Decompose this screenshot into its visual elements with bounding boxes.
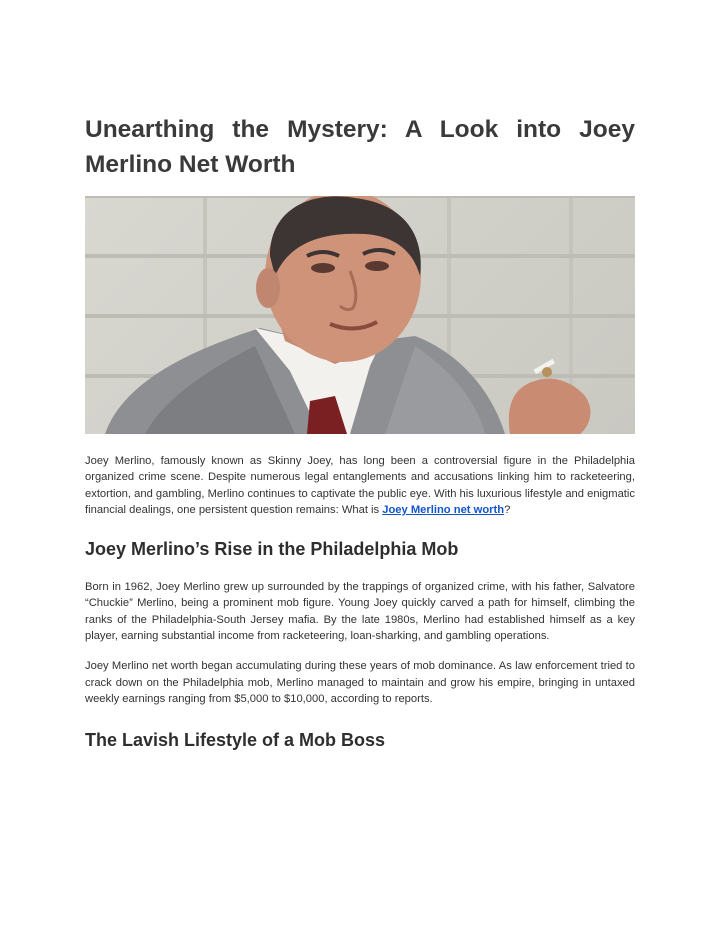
section-heading-rise: Joey Merlino’s Rise in the Philadelphia Mob [85,539,459,560]
section-heading-lifestyle: The Lavish Lifestyle of a Mob Boss [85,730,386,751]
section1-paragraph-2: Joey Merlino net worth began accumulating during these years of mob dominance. As law enforcement tried to crack down on the Philadelphia mob, Merlino managed to maintain and grow his empire, bringing in untaxed weekly earnings ranging from $5,000 to $10,000, according to reports. [85,660,635,705]
article [85,112,635,752]
section1-paragraph-1: Born in 1962, Joey Merlino grew up surrounded by the trappings of organized crime, with his father, Salvatore “Chuckie” Merlino, being a prominent mob figure. Young Joey quickly carved a path for himself, climbing the ranks of the Philadelphia-South Jersey mafia. By the late 1980s, Merlino had established himself as a key player, earning substantial income from racketeering, loan-sharking, and gambling operations. [85,581,635,643]
portrait-illustration [85,196,635,434]
intro-text: Joey Merlino, famously known as Skinny Joey, has long been a controversial figure in the Philadelphia organized crime scene. Despite numerous legal entanglements and accusations linking him to racketeering, extortion, and gambling, Merlino continues to captivate the public eye. With his luxurious lifestyle and enigmatic financial dealings, one persistent question remains: What is [85,455,635,516]
article-title: Unearthing the Mystery: A Look into Joey Merlino Net Worth [85,116,635,178]
intro-paragraph [85,453,635,518]
intro-end: ? [504,503,511,516]
article-photo [85,196,635,434]
net-worth-link[interactable]: Joey Merlino net worth [382,503,505,516]
